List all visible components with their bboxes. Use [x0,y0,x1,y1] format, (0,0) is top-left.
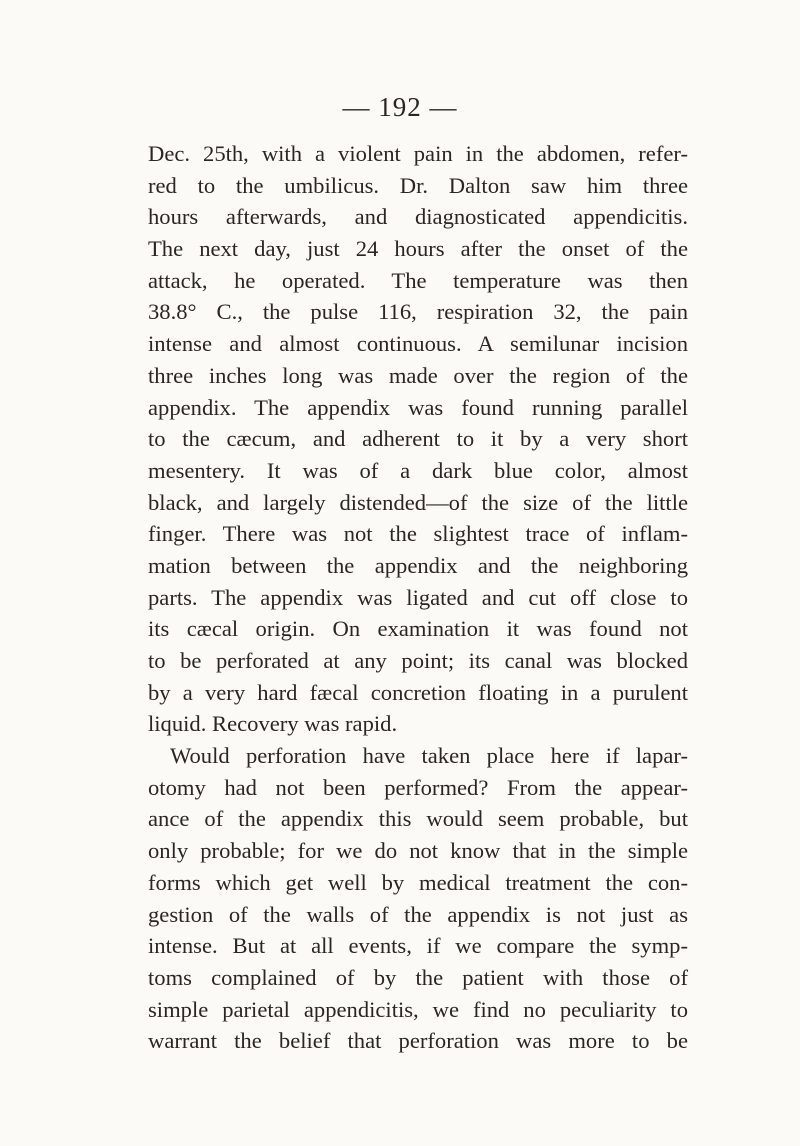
text-line: finger. There was not the slightest trace of inflam- [148,521,688,547]
body-text [148,138,688,1057]
text-line: to the cæcum, and adherent to it by a very short [148,426,688,452]
text-line: to be perforated at any point; its canal was blocked [148,648,688,673]
text-line: intense. But at all events, if we compare the symp- [148,933,688,959]
text-line: its cæcal origin. On examination it was found not [148,616,688,642]
text-line: Would perforation have taken place here if lapar- [170,743,688,769]
text-line: only probable; for we do not know that in the simple [148,838,688,864]
text-line: forms which get well by medical treatment the con- [148,869,688,895]
text-line: The next day, just 24 hours after the onset of the [148,236,688,262]
text-line: otomy had not been performed? From the appear- [148,774,688,800]
text-line: simple parietal appendicitis, we find no peculiarity to [148,996,688,1022]
text-line: gestion of the walls of the appendix is not just as [148,901,688,927]
text-line: warrant the belief that perforation was more to be [148,1028,688,1054]
text-line: mation between the appendix and the neighboring [148,552,688,578]
text-line: three inches long was made over the region of the [148,362,688,388]
text-line: appendix. The appendix was found running parallel [148,394,688,420]
text-line: parts. The appendix was ligated and cut off close to [148,584,688,610]
text-line: liquid. Recovery was rapid. [148,711,398,737]
text-line: intense and almost continuous. A semilunar incision [148,331,688,357]
paragraph-case-report [148,138,688,740]
text-line: 38.8° C., the pulse 116, respiration 32, the pain [148,299,688,325]
text-line: attack, he operated. The temperature was then [148,267,688,293]
text-line: toms complained of by the patient with those of [148,964,688,990]
text-line: by a very hard fæcal concretion floating in a purulent [148,679,688,705]
text-line: Dec. 25th, with a violent pain in the abdomen, refer- [148,141,688,166]
text-line: mesentery. It was of a dark blue color, almost [148,457,688,483]
text-line: black, and largely distended—of the size of the little [148,489,688,515]
text-line: red to the umbilicus. Dr. Dalton saw him three [148,172,688,198]
text-line: hours afterwards, and diagnosticated appendicitis. [148,204,688,230]
paragraph-discussion [148,740,688,1057]
page-number: — 192 — [342,92,458,122]
text-line: ance of the appendix this would seem probable, but [148,806,688,832]
